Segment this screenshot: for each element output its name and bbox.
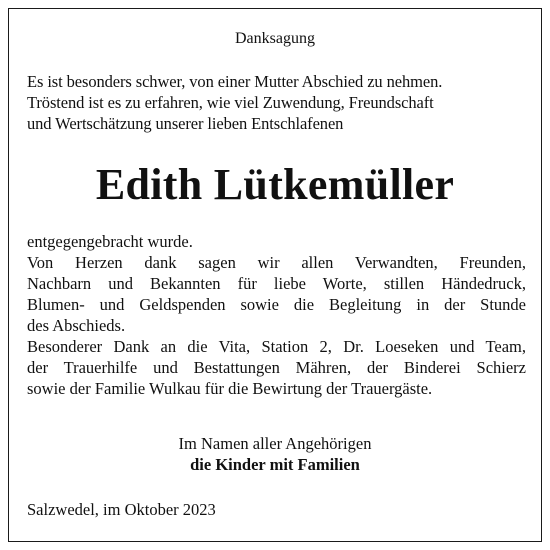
obituary-notice — [8, 8, 542, 542]
body-line: Blumen- und Geldspenden sowie die Begleitung in der Stunde — [27, 295, 526, 314]
body-line: Von Herzen dank sagen wir allen Verwandten, Freunden, — [27, 253, 526, 272]
intro-paragraph — [27, 71, 527, 134]
body-line: entgegengebracht wurde. — [27, 232, 193, 251]
intro-line: Tröstend ist es zu erfahren, wie viel Zuwendung, Freundschaft — [27, 93, 434, 112]
signature: die Kinder mit Familien — [190, 455, 360, 474]
body-line: Nachbarn und Bekannten für liebe Worte, stillen Händedruck, — [27, 274, 526, 293]
intro-line: Es ist besonders schwer, von einer Mutter Abschied zu nehmen. — [27, 72, 443, 91]
body-line: sowie der Familie Wulkau für die Bewirtung der Trauergäste. — [27, 379, 433, 398]
body-line: der Trauerhilfe und Bestattungen Mähren, der Binderei Schierz — [27, 358, 526, 377]
closing-block — [9, 433, 541, 475]
body-line: des Abschieds. — [27, 316, 126, 335]
place-date: Salzwedel, im Oktober 2023 — [27, 500, 216, 519]
intro-line: und Wertschätzung unserer lieben Entschlafenen — [27, 114, 344, 133]
notice-heading: Danksagung — [235, 30, 315, 47]
body-paragraph — [27, 231, 526, 399]
deceased-name: Edith Lütkemüller — [95, 160, 455, 209]
closing-line: Im Namen aller Angehörigen — [178, 434, 372, 453]
body-line: Besonderer Dank an die Vita, Station 2, Dr. Loeseken und Team, — [27, 337, 526, 356]
